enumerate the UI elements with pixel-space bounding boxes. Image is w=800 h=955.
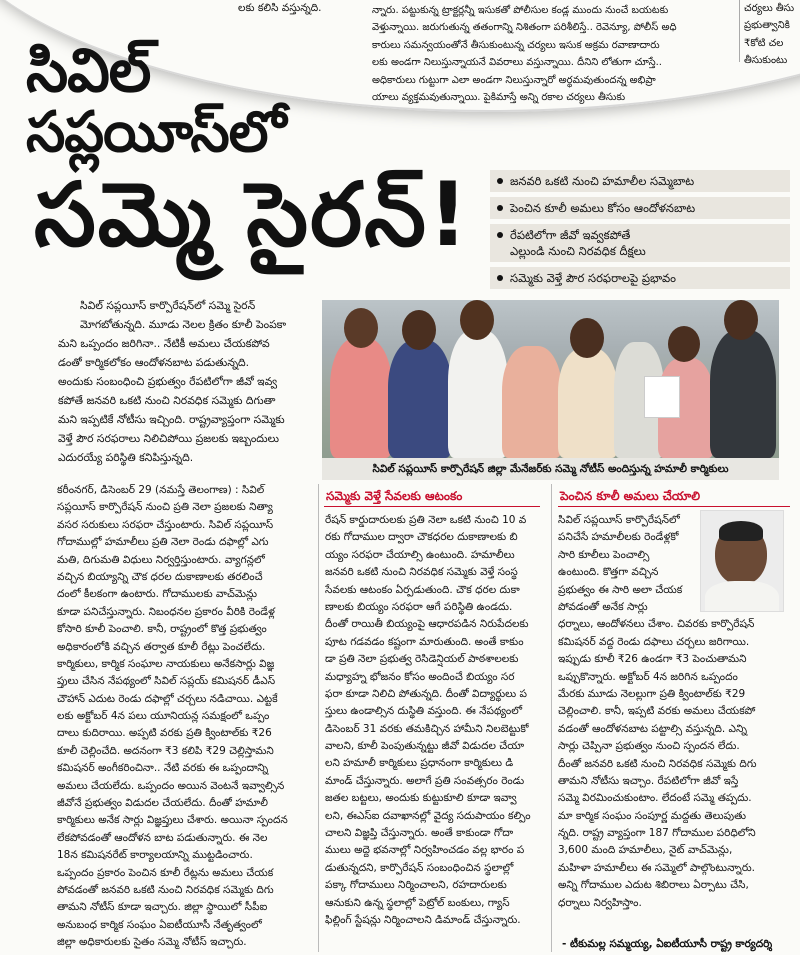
column2-heading-underline [324,506,540,507]
author-signature: - టీకుమల్ల సమ్మయ్య, ఏఐటీయూసీ రాష్ట్ర కార్యదర్శి [562,938,773,950]
headline-main: సమ్మె సైరన్! [34,163,471,266]
column2-heading: సమ్మెకు వెళ్తే సేవలకు ఆటంకం [326,489,463,503]
bullet-dot-icon [497,275,503,281]
article-column-3: ధర్నాలు, ఆందోళనలు చేశాం. చివరకు కార్పొరేషన్ కమిషనర్ వద్ద రెండు దఫాలు చర్చలు జరిగాయి. ఇప్పుడు కూలీ ₹26 ఉండగా ₹3 పెంచుతామని ఒప్పుకొన్నారు. అక్టోబర్ 4న జరిగిన ఒప్పందం మేరకు మూడు నెలల్లుగా ప్రతి క్వింటాల్‌కు ₹29 చెల్లించాలి. కానీ, ఇప్పటి వరకు అమలు చేయకపో వడంతో ఆందోళనబాట పట్టాల్సి వస్తున్నది. ఎన్ని సార్లు చెప్పినా ప్రభుత్వం నుంచి స్పందన లేదు. దీంతో జనవరి ఒకటి నుంచి నిరవధిక సమ్మెకు దిగు తామని నోటీసు ఇచ్చాం. రేపటిలోగా జీవో ఇస్తే సమ్మె విరమించుకుంటాం. లేదంటే సమ్మె తప్పదు. మా కార్మిక సంఘం సంపూర్ణ మద్దతు తెలుపుతు న్నది. రాష్ట్ర వ్యాప్తంగా 187 గోదాముల పరిధిలోని 3,600 మంది హమాలీలు, నైట్ వాచ్‌మెన్లు, మహిళా హమాలీలు ఈ సమ్మెలో పాల్గొంటున్నారు. అన్ని గోదాముల ఎదుట శిబిరాలు ఏర్పాటు చేసి, ధర్నాలు నిర్వహిస్తాం. [558,618,757,909]
top-right-fragment: చర్యలు తీసు ప్రభుత్వానికి ₹కోటి చల తీసుకుంటు [744,3,795,67]
article-column-3-wrapped: సివిల్ సప్లయీస్ కార్పొరేషన్‌లో పనిచేసే హమాలీలకు రెండేళ్లకో సారి కూలీలు పెంచాల్సి ఉంటుంది. కొత్తగా వచ్చిన ప్రభుత్వం ఈ సారి అలా చేయక పోవడంతో అనేక సార్లు [558,514,683,613]
highlight-item: జనవరి ఒకటి నుంచి హమాలీల సమ్మెబాట [490,170,790,192]
column3-heading-underline [558,506,790,507]
notice-paper-icon [644,376,680,418]
news-photo [322,300,779,458]
intro-paragraph: సివిల్ సప్లయీస్ కార్పొరేషన్‌లో సమ్మె సైరన్ మోగబోతున్నది. మూడు నెలల క్రితం కూలీ పెంపకా మని ఒప్పందం జరిగినా.. నేటికీ అమలు చేయకపోవ డంతో కార్మికలోకం ఆందోళనబాట పడుతున్నది. అందుకు సంబంధించి ప్రభుత్వం రేపటిలోగా జీవో ఇవ్వ కపోతే జనవరి ఒకటి నుంచి నిరవధిక సమ్మెకు దిగుతా మని ఇప్పటికే నోటీసు ఇచ్చింది. రాష్ట్రవ్యాప్తంగా సమ్మెకు వెళ్తే పౌర సరఫరాలు నిలిచిపోయి ప్రజలకు ఇబ్బందులు ఎదురయ్యే పరిస్థితి కనిపిస్తున్నది. [58,299,287,464]
highlight-item: పెంచిన కూలీ అమలు కోసం ఆందోళనబాట [490,197,790,219]
top-left-fragment: లకు కలిసి వస్తున్నది. [238,2,322,14]
bullet-dot-icon [497,232,503,238]
column-divider [551,484,552,952]
headline-line1: సివిల్ [26,36,151,106]
highlights-box [490,170,790,294]
article-column-1: కరీంనగర్, డిసెంబర్ 29 (నమస్తే తెలంగాణ) : సివిల్ సప్లయీస్ కార్పొరేషన్ నుంచి ప్రతి నెలా ప్రజలకు నిత్యా వసర సరుకులు సరఫరా చేస్తుంటారు. సివిల్ సప్లయీస్ గోదాముల్లో హమాలీలు ప్రతి నెలా రెండు దఫాల్లో ఎగు మతి, దిగుమతి విధులు నిర్వర్తిస్తుంటారు. వ్యాగన్లలో వచ్చిన బియ్యాన్ని చౌక ధరల దుకాణాలకు తరలించే దంలో కీలకంగా ఉంటారు. గోదాములకు వాచ్‌మెన్లు కూడా పనిచేస్తున్నారు. నిబంధనల ప్రకారం వీరికి రెండేళ్ల కోసారి కూలీ పెంచాలి. కానీ, రాష్ట్రంలో కొత్త ప్రభుత్వం అధికారంలోకి వచ్చిన తర్వాత కూలీ రేట్లు పెంచలేదు. కార్మికులు, కార్మిక సంఘాల నాయకులు అనేకసార్లు విజ్ఞ ప్తులు చేసిన నేపథ్యంలో సివిల్ సప్లయ్ కమిషనర్ డీఎస్ చౌహాన్ ఎదుట రెండు దఫాల్లో చర్చలు నడిచాయి. ఎట్టకే లకు అక్టోబర్ 4న పలు యూనియన్ల సమక్షంలో ఒప్పం దాలు కుదిరాయి. అప్పటి వరకు ప్రతి క్వింటాల్‌కు ₹26 కూలీ చెల్లించేది. అదనంగా ₹3 కలిపి ₹29 చెల్లిస్తామని కమిషనర్ అంగీకరించినా.. నేటి వరకు ఈ ఒప్పందాన్ని అమలు చేయలేదు. ఒప్పందం అయిన వెంటనే ఇవ్వాల్సిన జీవోనే ప్రభుత్వం విడుదల చేయలేదు. దీంతో హమాలీ కార్మికులు అనేక సార్లు విజ్ఞప్తులు చేశారు. అయినా స్పందన లేకపోవడంతో ఆందోళన బాట పడుతున్నారు. ఈ నెల 18న కమిషనరేట్ కార్యాలయాన్ని ముట్టడించారు. ఒప్పందం ప్రకారం పెంచిన కూలీ రేట్లను అమలు చేయక పోవడంతో జనవరి ఒకటి నుంచి నిరవధిక సమ్మెకు దిగు తామని నోటీస్ కూడా ఇచ్చారు. జిల్లా స్థాయిలో సీపీఐ అనుబంధ కార్మిక సంఘం ఏఐటీయూసీ నేతృత్వంలో జిల్లా అధికారులకు సైతం సమ్మె నోటీస్ ఇచ్చారు. [57,484,288,949]
column-divider [318,484,319,952]
article-column-2: రేషన్ కార్డుదారులకు ప్రతి నెలా ఒకటి నుంచి 10 వ రకు గోదాముల ద్వారా చౌకధరల దుకాణాలకు బి య్యం సరఫరా చేయాల్సి ఉంటుంది. హమాలీలు జనవరి ఒకటి నుంచి నిరవధిక సమ్మెకు వెళ్తే సంస్థ సేవలకు ఆటంకం ఏర్పడుతుంది. చౌక ధరల దుకా ణాలకు బియ్యం సరఫరా ఆగే పరిస్థితి ఉండదు. దీంతో రాయితీ బియ్యంపై ఆధారపడిన నిరుపేదలకు పూట గడవడం కష్టంగా మారుతుంది. అంతే కాకుం డా ప్రతి నెలా ప్రభుత్వ రెసిడెన్షియల్ పాఠశాలలకు మధ్యాహ్న భోజనం కోసం అందించే బియ్యం సర ఫరా కూడా నిలిచి పోతున్నది. దీంతో విద్యార్థులు ప స్తులు ఉండాల్సిన దుస్థితి వస్తుంది. ఈ నేపథ్యంలో డిసెంబర్ 31 వరకు తమకిచ్చిన హామీని నిలబెట్టుకో వాలని, కూలీ పెంపుతున్నట్టు జీవో విడుదల చేయా లని హమాలీ కార్మికులు ప్రధానంగా కార్మికులు డి మాండ్ చేస్తున్నారు. అలాగే ప్రతి సంవత్సరం రెండు జతల బట్టలు, అందుకు కుట్టుకూలి కూడా ఇవ్వా లని, ఈఎస్ఐ దవాఖానల్లో వైద్య సదుపాయం కల్పిం చాలని విజ్ఞప్తి చేస్తున్నారు. అంతే కాకుండా గోదా ములు అద్దె భవనాల్లో నిర్వహించడం వల్ల భారం ప డుతున్నదని, కార్పొరేషన్ సంబంధించిన స్థలాల్లో పక్కా గోదాములు నిర్మించాలని, రహదారులకు ఆనుకుని ఉన్న స్థలాల్లో పెట్రోల్ బంకులు, గ్యాస్ ఫిల్లింగ్ స్టేషన్లు నిర్మించాలని డిమాండ్ చేస్తున్నారు. [325,514,531,926]
highlight-item: సమ్మెకు వెళ్తే పౌర సరఫరాలపై ప్రభావం [490,267,790,289]
bullet-dot-icon [497,178,503,184]
author-portrait [700,510,784,612]
photo-caption: సివిల్ సప్లయీస్ కార్పొరేషన్ జిల్లా మేనేజర్‌కు సమ్మె నోటీస్ అందిస్తున్న హమాలీ కార్మికులు [322,458,779,480]
top-middle-fragment: న్నారు. పట్టుకున్న ట్రాక్టర్లన్నీ ఇసుకతో పోలీసుల కండ్ల ముందు నుంచే బయటకు వెళ్తున్నాయి. జరుగుతున్న తతంగాన్ని నిశితంగా పరిశీలిస్తే.. రెవెన్యూ, పోలీస్ అధి కారులు సమన్వయంతోనే తీసుకుంటున్న చర్యలు ఇసుక అక్రమ రవాణాదారు లకు అండగా నిలుస్తున్నాయనే వివరాలు వస్తున్నాయి. దీనిని లోతుగా చూస్తే.. అధికారులు గుట్టుగా ఎలా అండగా నిలుస్తున్నారో అర్థమవుతుందన్న అభిప్రా యాలు వ్యక్తమవుతున్నాయి. పైకిమాస్తే అన్ని రకాల చర్యలు తీసుకు [372,5,677,103]
column3-heading: పెంచిన కూలీ అమలు చేయాలి [560,489,700,503]
top-vertical-divider [739,0,740,62]
headline-line2: సప్లయీస్‌లో [26,100,286,165]
highlight-item: రేపటిలోగా జీవో ఇవ్వకపోతే ఎల్లుండి నుంచి నిరవధిక దీక్షలు [490,224,790,262]
bullet-dot-icon [497,205,503,211]
